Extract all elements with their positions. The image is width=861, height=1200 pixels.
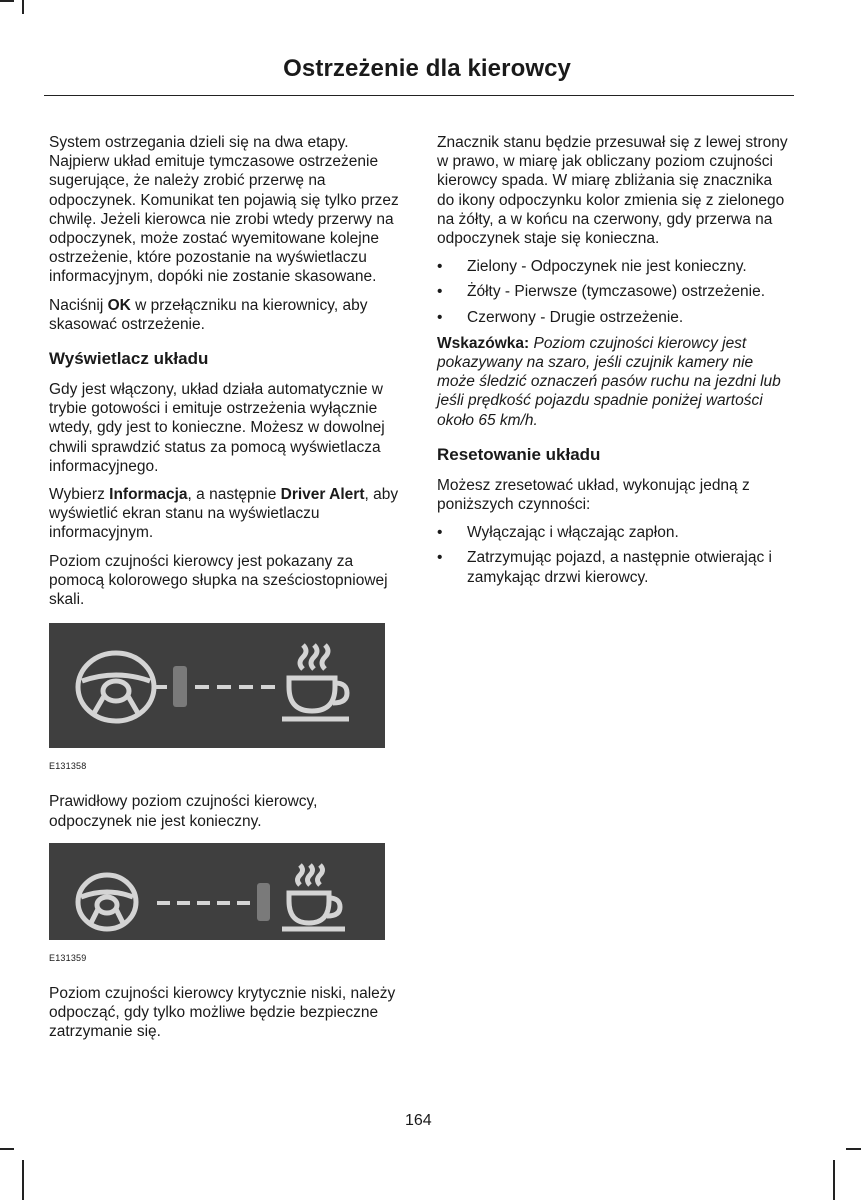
crop-mark bbox=[0, 1148, 14, 1150]
list-item: • Żółty - Pierwsze (tymczasowe) ostrzeżenie. bbox=[437, 283, 766, 301]
scale-paragraph: Poziom czujności kierowcy jest pokazany za pomocą kolorowego słupka na sześciostopniowej skali. bbox=[49, 552, 388, 609]
figure-id: E131358 bbox=[49, 761, 87, 772]
figure-caption: Poziom czujności kierowcy krytycznie niski, należy odpocząć, gdy tylko możliwe będzie bezpieczne zatrzymanie się. bbox=[49, 985, 396, 1041]
alert-display-graphic bbox=[49, 623, 385, 748]
ok-button-label: OK bbox=[107, 296, 131, 314]
reset-list bbox=[437, 523, 789, 587]
color-list bbox=[437, 257, 789, 327]
menu-driver-alert: Driver Alert bbox=[280, 486, 365, 504]
alert-display-graphic bbox=[49, 843, 385, 940]
steering-wheel-icon bbox=[78, 875, 136, 929]
list-item: • Wyłączając i włączając zapłon. bbox=[437, 524, 679, 542]
reset-instruction: Naciśnij OK w przełączniku na kierownicy, aby skasować ostrzeżenie. bbox=[49, 296, 368, 333]
crop-mark bbox=[0, 0, 14, 2]
reset-paragraph: Możesz zresetować układ, wykonując jedną z poniższych czynności: bbox=[437, 476, 750, 514]
title-divider bbox=[44, 95, 794, 96]
right-column bbox=[437, 133, 789, 594]
crop-mark bbox=[22, 0, 24, 14]
figure-caption: Prawidłowy poziom czujności kierowcy, odpoczynek nie jest konieczny. bbox=[49, 793, 318, 830]
menu-informacja: Informacja bbox=[109, 486, 188, 504]
intro-paragraph: System ostrzegania dzieli się na dwa etapy. Najpierw układ emituje tymczasowe ostrzeżenie sugerujące, że należy zrobić przerwę na odpoczynek. Komunikat ten pojawią się tylko przez chwilę. Jeżeli kierowca nie zrobi wtedy przerwy na odpoczynek, może zostać wyemitowane kolejne ostrzeżenie, które pozostanie na wyświetlaczu informacyjnym, dopóki nie zostanie skasowane. bbox=[49, 134, 399, 286]
scale-dashes bbox=[153, 685, 275, 689]
crop-mark bbox=[846, 1148, 861, 1150]
section-heading-reset: Resetowanie układu bbox=[437, 444, 601, 464]
steering-wheel-icon bbox=[78, 653, 154, 721]
marker-paragraph: Znacznik stanu będzie przesuwał się z lewej strony w prawo, w miarę jak obliczany poziom czujności kierowcy spada. W miarę zbliżania się znacznika do ikony odpoczynku kolor zmienia się z zielonego na żółty, a w końcu na czerwony, gdy przerwa na odpoczynek staje się konieczna. bbox=[437, 134, 788, 248]
list-item: • Czerwony - Drugie ostrzeżenie. bbox=[437, 308, 684, 326]
scale-dashes bbox=[157, 901, 250, 905]
alert-display-figure-1 bbox=[49, 623, 385, 748]
left-column bbox=[49, 133, 401, 1051]
page-number: 164 bbox=[405, 1112, 432, 1129]
list-item: • Zielony - Odpoczynek nie jest konieczny. bbox=[437, 258, 747, 276]
note-paragraph: Wskazówka: Poziom czujności kierowcy jest pokazywany na szaro, jeśli czujnik kamery nie może śledzić oznaczeń pasów ruchu na jezdni lub jeśli prędkość pojazdu spadnie poniżej wartości około 65 km/h. bbox=[437, 334, 781, 429]
display-paragraph: Gdy jest włączony, układ działa automatycznie w trybie gotowości i emituje ostrzeżenia wyłącznie wtedy, gdy jest to konieczne. Możesz w dowolnej chwili sprawdzić status za pomocą wyświetlacza informacyjnego. bbox=[49, 381, 385, 475]
section-heading-display: Wyświetlacz układu bbox=[49, 349, 209, 369]
alert-display-figure-2 bbox=[49, 843, 385, 940]
figure-id: E131359 bbox=[49, 952, 87, 963]
coffee-cup-icon bbox=[282, 645, 349, 719]
select-instruction: Wybierz Informacja, a następnie Driver Alert, aby wyświetlić ekran stanu na wyświetlaczu informacyjnym. bbox=[49, 486, 399, 542]
page-title: Ostrzeżenie dla kierowcy bbox=[283, 55, 571, 82]
crop-mark bbox=[22, 1160, 24, 1200]
crop-mark bbox=[833, 1160, 835, 1200]
coffee-cup-icon bbox=[282, 865, 345, 929]
status-marker bbox=[173, 666, 187, 707]
note-label: Wskazówka: bbox=[437, 334, 530, 352]
status-marker bbox=[257, 883, 270, 921]
list-item: • Zatrzymując pojazd, a następnie otwierając i zamykając drzwi kierowcy. bbox=[437, 549, 772, 586]
